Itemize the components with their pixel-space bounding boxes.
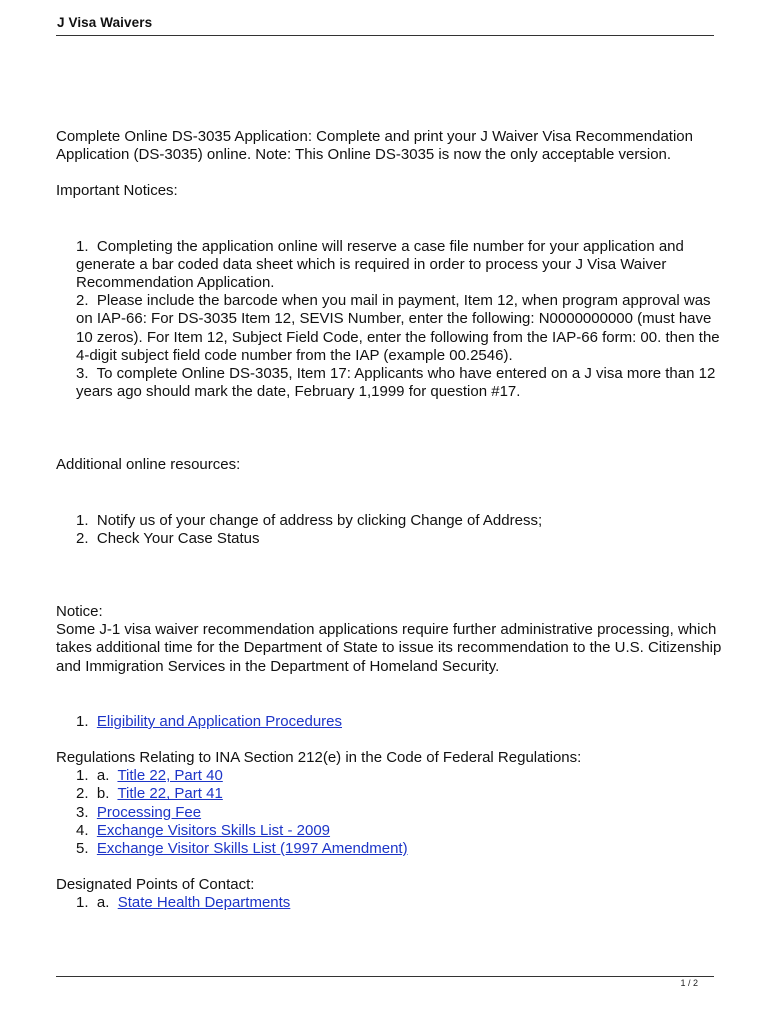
contacts-list bbox=[56, 894, 726, 912]
skills-list-2009-link[interactable]: Exchange Visitors Skills List - 2009 bbox=[96, 821, 331, 839]
resource-item-1 bbox=[56, 512, 726, 530]
footer-divider bbox=[56, 976, 714, 977]
regulation-item-3 bbox=[56, 804, 726, 822]
list-letter: a. bbox=[96, 894, 110, 912]
eligibility-item bbox=[56, 713, 726, 731]
important-notices-heading: Important Notices: bbox=[56, 182, 178, 200]
contacts-heading: Designated Points of Contact: bbox=[56, 876, 255, 894]
list-number: 1. bbox=[76, 894, 89, 912]
regulation-item-4 bbox=[56, 822, 726, 840]
additional-resources-heading: Additional online resources: bbox=[56, 456, 241, 474]
list-number: 2. bbox=[76, 785, 89, 803]
notice-text: Some J-1 visa waiver recommendation applications require further administrative processing, which takes additional time for the Department of State to issue its recommendation to the U.S. Citizenship and Immigration Services in the Department of Homeland Security. bbox=[56, 621, 722, 675]
notice-item-1 bbox=[56, 238, 726, 293]
list-letter: a. bbox=[96, 767, 110, 785]
notice-item-2 bbox=[56, 292, 726, 365]
regulations-heading: Regulations Relating to INA Section 212(e) in the Code of Federal Regulations: bbox=[56, 749, 582, 767]
list-number: 3. bbox=[76, 365, 89, 383]
resource-item-text: Check Your Case Status bbox=[96, 529, 260, 547]
list-number: 2. bbox=[76, 292, 89, 310]
regulation-item-5 bbox=[56, 840, 726, 858]
list-number: 5. bbox=[76, 840, 89, 858]
list-number: 1. bbox=[76, 767, 89, 785]
page-header-title: J Visa Waivers bbox=[57, 15, 153, 30]
list-number: 1. bbox=[76, 511, 89, 529]
state-health-departments-link[interactable]: State Health Departments bbox=[117, 894, 291, 912]
list-number: 1. bbox=[76, 237, 89, 255]
notice-item-text: Please include the barcode when you mail in payment, Item 12, when program approval was on IAP-66: For DS-3035 Item 12, SEVIS Number, enter the following: N0000000000 (must have 10 zeros). For Item 12, Subject Field Code, enter the following from the IAP-66 form: 00. then the 4-digit subject field code number from the IAP (example 00.2546). bbox=[76, 292, 720, 364]
intro-paragraph: Complete Online DS-3035 Application: Complete and print your J Waiver Visa Recommendation Application (DS-3035) online. Note: This Online DS-3035 is now the only acceptable version. bbox=[56, 128, 693, 164]
list-number: 1. bbox=[76, 712, 89, 730]
regulation-item-1 bbox=[56, 767, 726, 785]
title-22-part-41-link[interactable]: Title 22, Part 41 bbox=[117, 785, 223, 803]
notices-list bbox=[56, 238, 726, 402]
list-number: 4. bbox=[76, 821, 89, 839]
skills-list-1997-link[interactable]: Exchange Visitor Skills List (1997 Amendment) bbox=[96, 840, 408, 858]
resource-item-text: Notify us of your change of address by clicking Change of Address; bbox=[96, 511, 543, 529]
resources-list bbox=[56, 512, 726, 548]
notice-item-3 bbox=[56, 365, 726, 401]
regulations-list bbox=[56, 767, 726, 858]
page-number: 1 / 2 bbox=[680, 978, 698, 988]
header-divider bbox=[56, 35, 714, 36]
processing-fee-link[interactable]: Processing Fee bbox=[96, 803, 202, 821]
list-number: 2. bbox=[76, 529, 89, 547]
notice-label: Notice: bbox=[56, 603, 103, 621]
title-22-part-40-link[interactable]: Title 22, Part 40 bbox=[117, 767, 223, 785]
document-body bbox=[56, 128, 726, 913]
notice-item-text: To complete Online DS-3035, Item 17: Applicants who have entered on a J visa more than 12 years ago should mark the date, February 1,1999 for question #17. bbox=[76, 365, 716, 401]
regulation-item-2 bbox=[56, 785, 726, 803]
contact-item-1 bbox=[56, 894, 726, 912]
list-number: 3. bbox=[76, 803, 89, 821]
notice-item-text: Completing the application online will reserve a case file number for your application and generate a bar coded data sheet which is required in order to process your J Visa Waiver Recommendation Application. bbox=[76, 237, 684, 292]
eligibility-procedures-link[interactable]: Eligibility and Application Procedures bbox=[96, 712, 343, 730]
list-letter: b. bbox=[96, 785, 110, 803]
resource-item-2 bbox=[56, 530, 726, 548]
eligibility-list bbox=[56, 713, 726, 731]
